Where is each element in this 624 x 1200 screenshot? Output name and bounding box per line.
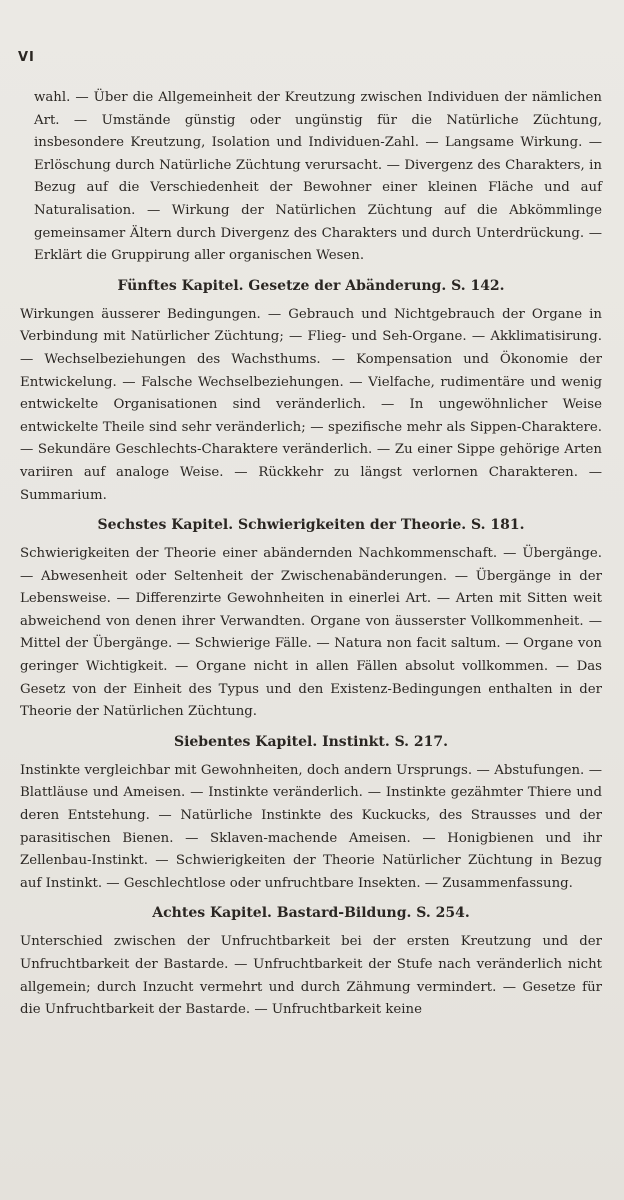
page-number: VI [18, 50, 35, 65]
chapter-summary: Schwierigkeiten der Theorie einer abändernden Nachkommenschaft. — Übergänge. — Abwesenheit oder Seltenheit der Zwischenabänderungen. — Übergänge in der Lebensweise. — Differenzirte Gewohnheiten in einerlei Art. — Arten mit Sitten weit abweichend von denen ihrer Verwandten. Organe von äusserster Vollkommenheit. — Mittel der Übergänge. — Schwierige Fälle. — Natura non facit saltum. — Organe von geringer Wichtigkeit. — Organe nicht in allen Fällen absolut vollkommen. — Das Gesetz von der Einheit des Typus und den Existenz-Bedingungen enthalten in der Theorie der Natürlichen Züchtung. [20, 546, 602, 720]
chapter-6-entry [20, 507, 602, 724]
intro-paragraph: wahl. — Über die Allgemeinheit der Kreutzung zwischen Individuen der nämlichen Art. — Umstände günstig oder ungünstig für die Natürliche Züchtung, insbesondere Kreutzung, Isolation und Individuen-Zahl. — Langsame Wirkung. — Erlöschung durch Natürliche Züchtung verursacht. — Divergenz des Charakters, in Bezug auf die Verschiedenheit der Bewohner einer kleinen Fläche und auf Naturalisation. — Wirkung der Natürlichen Züchtung auf die Abkömmlinge gemeinsamer Ältern durch Divergenz des Charakters und durch Unterdrückung. — Erklärt die Gruppirung aller organischen Wesen. [34, 90, 602, 264]
chapter-5-entry [20, 268, 602, 507]
chapter-heading: Achtes Kapitel. Bastard-Bildung. S. 254. [152, 905, 470, 922]
chapter-8-entry [20, 895, 602, 1021]
chapter-7-entry [20, 724, 602, 896]
chapter-heading: Fünftes Kapitel. Gesetze der Abänderung. S. 142. [117, 277, 505, 294]
chapter-summary: Unterschied zwischen der Unfruchtbarkeit bei der ersten Kreutzung und der Unfruchtbarkeit der Bastarde. — Unfruchtbarkeit der Stufe nach veränderlich nicht allgemein; durch Inzucht vermehrt und durch Zähmung vermindert. — Gesetze für die Unfruchtbarkeit der Bastarde. — Unfruchtbarkeit keine [20, 934, 602, 1018]
chapter-heading: Sechstes Kapitel. Schwierigkeiten der Theorie. S. 181. [97, 517, 525, 534]
chapter-heading: Siebentes Kapitel. Instinkt. S. 217. [173, 733, 449, 750]
chapter-summary: Wirkungen äusserer Bedingungen. — Gebrauch und Nichtgebrauch der Organe in Verbindung mit Natürlicher Züchtung; — Flieg- und Seh-Organe. — Akklimatisirung. — Wechselbeziehungen des Wachsthums. — Kompensation und Ökonomie der Entwickelung. — Falsche Wechselbeziehungen. — Vielfache, rudimentäre und wenig entwickelte Organisationen sind veränderlich. — In ungewöhnlicher Weise entwickelte Theile sind sehr veränderlich; — spezifische mehr als Sippen-Charaktere. — Sekundäre Geschlechts-Charaktere veränderlich. — Zu einer Sippe gehörige Arten variiren auf analoge Weise. — Rückkehr zu längst verlornen Charakteren. — Summarium. [20, 306, 602, 503]
chapter-summary: Instinkte vergleichbar mit Gewohnheiten, doch andern Ursprungs. — Abstufungen. — Blattläuse und Ameisen. — Instinkte veränderlich. — Instinkte gezähmter Thiere und deren Entstehung. — Natürliche Instinkte des Kuckucks, des Strausses und der parasitischen Bienen. — Sklaven-machende Ameisen. — Honigbienen und ihr Zellenbau-Instinkt. — Schwierigkeiten der Theorie Natürlicher Züchtung in Bezug auf Instinkt. — Geschlechtlose oder unfruchtbare Insekten. — Zusammenfassung. [20, 762, 602, 891]
